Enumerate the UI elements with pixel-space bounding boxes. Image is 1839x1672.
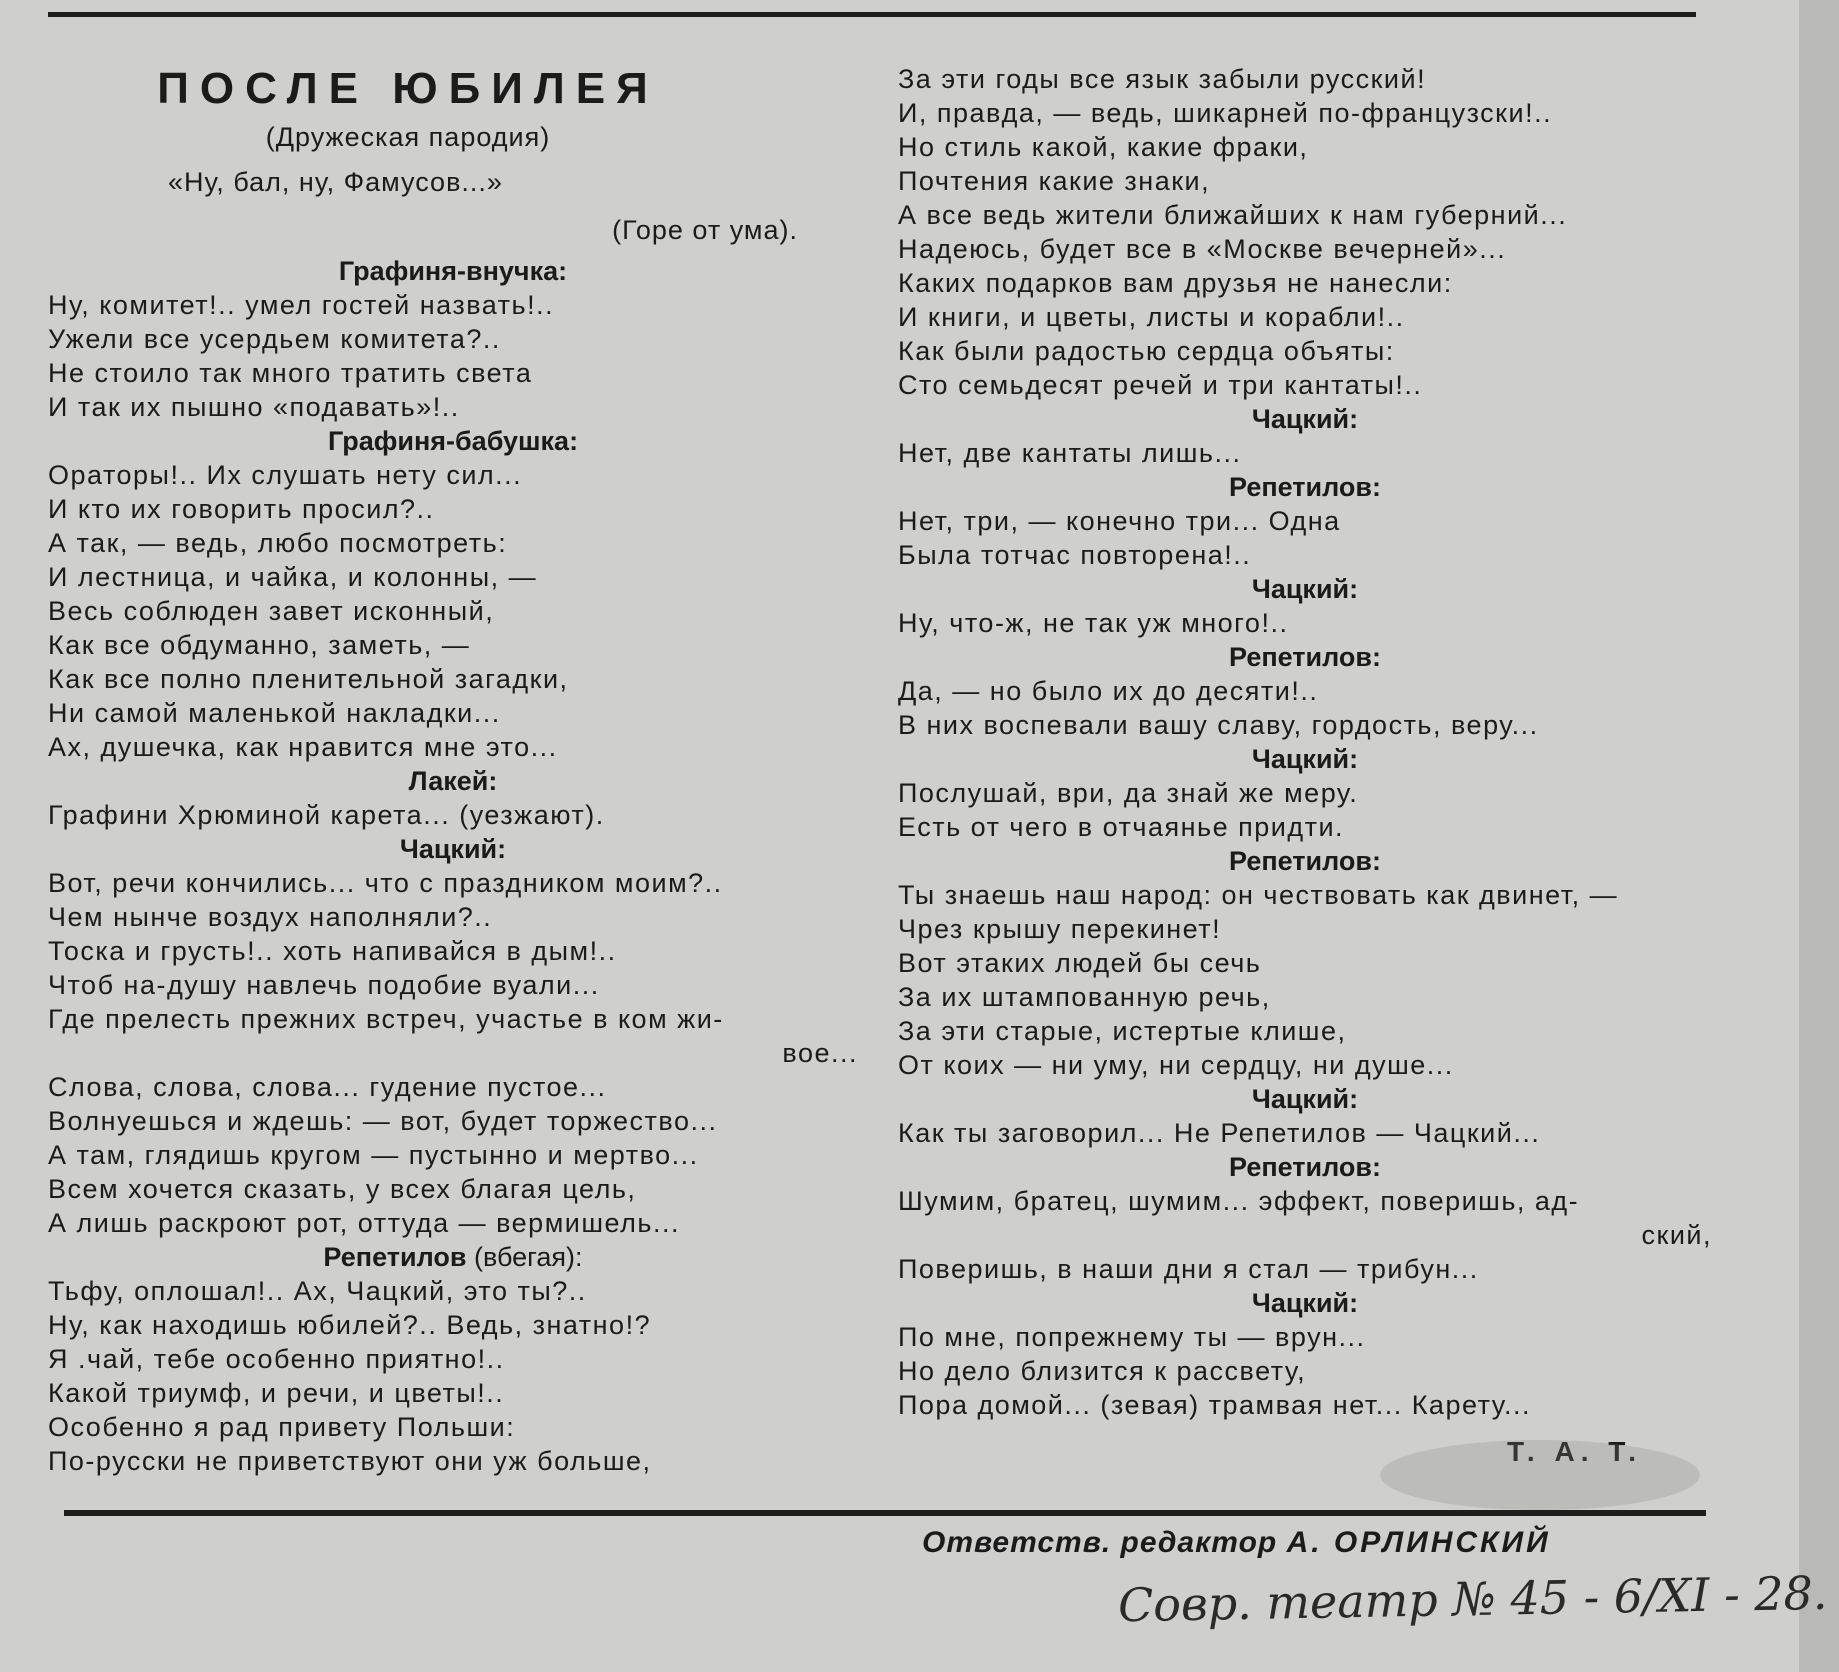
handwritten-note: Совр. театр № 45 - 6/XI - 28. [1117, 1565, 1828, 1633]
verse-line: А лишь раскроют рот, оттуда — вермишель... [48, 1208, 680, 1238]
verse-line: В них воспевали вашу славу, гордость, веру... [898, 710, 1539, 740]
page-edge [1799, 0, 1839, 1672]
top-rule [48, 12, 1696, 17]
verse-line: Чем нынче воздух наполняли?.. [48, 902, 493, 932]
verse-line: Поверишь, в наши дни я стал — трибун... [898, 1254, 1479, 1284]
verse-line: Графини Хрюминой карета... (уезжают). [48, 800, 605, 830]
verse-line: Надеюсь, будет все в «Москве вечерней»... [898, 234, 1507, 264]
speaker-name [48, 764, 858, 798]
verse-line: Я .чай, тебе особенно приятно!.. [48, 1344, 505, 1374]
verse-line: И лестница, и чайка, и колонны, — [48, 562, 538, 592]
verse-line: Ужели все усердьем комитета?.. [48, 324, 501, 354]
speaker-name [898, 402, 1712, 436]
verse-line: Вот этаких людей бы сечь [898, 948, 1262, 978]
epigraph: «Ну, бал, ну, Фамусов...» [168, 167, 503, 197]
speaker-label: Лакей: [408, 766, 498, 796]
verse-line: И книги, и цветы, листы и корабли!.. [898, 302, 1405, 332]
article-subtitle: (Дружеская пародия) [265, 122, 551, 152]
speaker-label: Чацкий: [1251, 1288, 1359, 1318]
verse-line: Как были радостью сердца объяты: [898, 336, 1395, 366]
speaker-label: Репетилов: [1228, 846, 1382, 876]
verse-line: Ораторы!.. Их слушать нету сил... [48, 460, 523, 490]
verse-line: Какой триумф, и речи, и цветы!.. [48, 1378, 505, 1408]
author-signature: Т. А. Т. [1506, 1436, 1642, 1467]
speaker-name [898, 470, 1712, 504]
verse-line: Каких подарков вам друзья не нанесли: [898, 268, 1453, 298]
verse-line: Чрез крышу перекинет! [898, 914, 1222, 944]
verse-line: Чтоб на-душу навлечь подобие вуали... [48, 970, 600, 1000]
verse-line: Не стоило так много тратить света [48, 358, 533, 388]
speaker-name [898, 1150, 1712, 1184]
verse-line: И кто их говорить просил?.. [48, 494, 435, 524]
speaker-label: Чацкий: [1251, 1084, 1359, 1114]
verse-line: Есть от чего в отчаянье придти. [898, 812, 1345, 842]
speaker-name [48, 424, 858, 458]
speaker-label: Чацкий: [1251, 574, 1359, 604]
speaker-label: Чацкий: [1251, 744, 1359, 774]
bottom-rule [64, 1510, 1706, 1516]
editor-name: А. ОРЛИНСКИЙ [1286, 1526, 1551, 1559]
verse-line: Ну, что-ж, не так уж много!.. [898, 608, 1289, 638]
left-verse [48, 254, 858, 1478]
left-column [48, 62, 858, 1478]
verse-line: За эти старые, истертые клише, [898, 1016, 1347, 1046]
verse-line: Ни самой маленькой накладки... [48, 698, 501, 728]
paper-stain [1380, 1440, 1700, 1510]
speaker-name [898, 572, 1712, 606]
speaker-name [48, 1240, 858, 1274]
speaker-name [898, 640, 1712, 674]
right-verse [898, 62, 1712, 1422]
verse-line: Как ты заговорил... Не Репетилов — Чацкий... [898, 1118, 1541, 1148]
verse-line: Почтения какие знаки, [898, 166, 1211, 196]
speaker-label: Чацкий: [399, 834, 507, 864]
verse-line: Послушай, ври, да знай же меру. [898, 778, 1359, 808]
speaker-label: Графиня-бабушка: [327, 426, 579, 456]
verse-line: Слова, слова, слова... гудение пустое... [48, 1072, 607, 1102]
verse-line: А там, глядишь кругом — пустынно и мертво... [48, 1140, 699, 1170]
verse-line: И, правда, — ведь, шикарней по-французски!.. [898, 98, 1553, 128]
verse-line: По мне, попрежнему ты — врун... [898, 1322, 1366, 1352]
speaker-label: Репетилов: [1228, 642, 1382, 672]
verse-line: Да, — но было их до десяти!.. [898, 676, 1319, 706]
verse-line: вое... [782, 1038, 858, 1068]
speaker-name [898, 844, 1712, 878]
verse-line: Ты знаешь наш народ: он чествовать как двинет, — [898, 880, 1619, 910]
verse-line: Нет, три, — конечно три... Одна [898, 506, 1341, 536]
speaker-name [898, 1082, 1712, 1116]
verse-line: По-русски не приветствуют они уж больше, [48, 1446, 652, 1476]
verse-line: И так их пышно «подавать»!.. [48, 392, 460, 422]
verse-line: Где прелесть прежних встреч, участье в ком жи- [48, 1004, 724, 1034]
verse-line: Ах, душечка, как нравится мне это... [48, 732, 558, 762]
stage-direction: (вбегая): [466, 1242, 583, 1272]
verse-line: Волнуешься и ждешь: — вот, будет торжество... [48, 1106, 718, 1136]
speaker-label: Чацкий: [1251, 404, 1359, 434]
verse-line: Всем хочется сказать, у всех благая цель, [48, 1174, 637, 1204]
speaker-label: Репетилов: [1228, 472, 1382, 502]
verse-line: Ну, комитет!.. умел гостей назвать!.. [48, 290, 555, 320]
verse-line: Вот, речи кончились... что с праздником моим?.. [48, 868, 723, 898]
verse-line: А так, — ведь, любо посмотреть: [48, 528, 508, 558]
epigraph-source: (Горе от ума). [612, 215, 798, 245]
verse-line: Как все полно пленительной загадки, [48, 664, 569, 694]
verse-line: Но стиль какой, какие фраки, [898, 132, 1309, 162]
right-column [898, 62, 1712, 1474]
verse-line: От коих — ни уму, ни сердцу, ни душе... [898, 1050, 1454, 1080]
verse-line: Пора домой... (зевая) трамвая нет... Карету... [898, 1390, 1532, 1420]
verse-line: Шумим, братец, шумим... эффект, поверишь, ад- [898, 1186, 1580, 1216]
verse-line: Была тотчас повторена!.. [898, 540, 1252, 570]
speaker-name [898, 742, 1712, 776]
verse-line: Но дело близится к рассвету, [898, 1356, 1307, 1386]
article-title: ПОСЛЕ ЮБИЛЕЯ [157, 64, 659, 113]
verse-line: Тоска и грусть!.. хоть напивайся в дым!.. [48, 936, 617, 966]
speaker-name [48, 832, 858, 866]
verse-line: Нет, две кантаты лишь... [898, 438, 1242, 468]
editor-credit [922, 1526, 1551, 1560]
editor-label: Ответств. редактор [922, 1526, 1278, 1559]
verse-line: Весь соблюден завет исконный, [48, 596, 495, 626]
speaker-name [898, 1286, 1712, 1320]
speaker-label: Репетилов [323, 1242, 467, 1272]
verse-line: Как все обдуманно, заметь, — [48, 630, 471, 660]
speaker-label: Репетилов: [1228, 1152, 1382, 1182]
verse-line: ский, [1641, 1220, 1712, 1250]
verse-line: Ну, как находишь юбилей?.. Ведь, знатно!? [48, 1310, 652, 1340]
verse-line: За эти годы все язык забыли русский! [898, 64, 1427, 94]
verse-line: За их штампованную речь, [898, 982, 1271, 1012]
verse-line: Тьфу, оплошал!.. Ах, Чацкий, это ты?.. [48, 1276, 587, 1306]
speaker-label: Графиня-внучка: [338, 256, 568, 286]
speaker-name [48, 254, 858, 288]
verse-line: А все ведь жители ближайших к нам губерний... [898, 200, 1568, 230]
verse-line: Особенно я рад привету Польши: [48, 1412, 516, 1442]
verse-line: Сто семьдесят речей и три кантаты!.. [898, 370, 1423, 400]
